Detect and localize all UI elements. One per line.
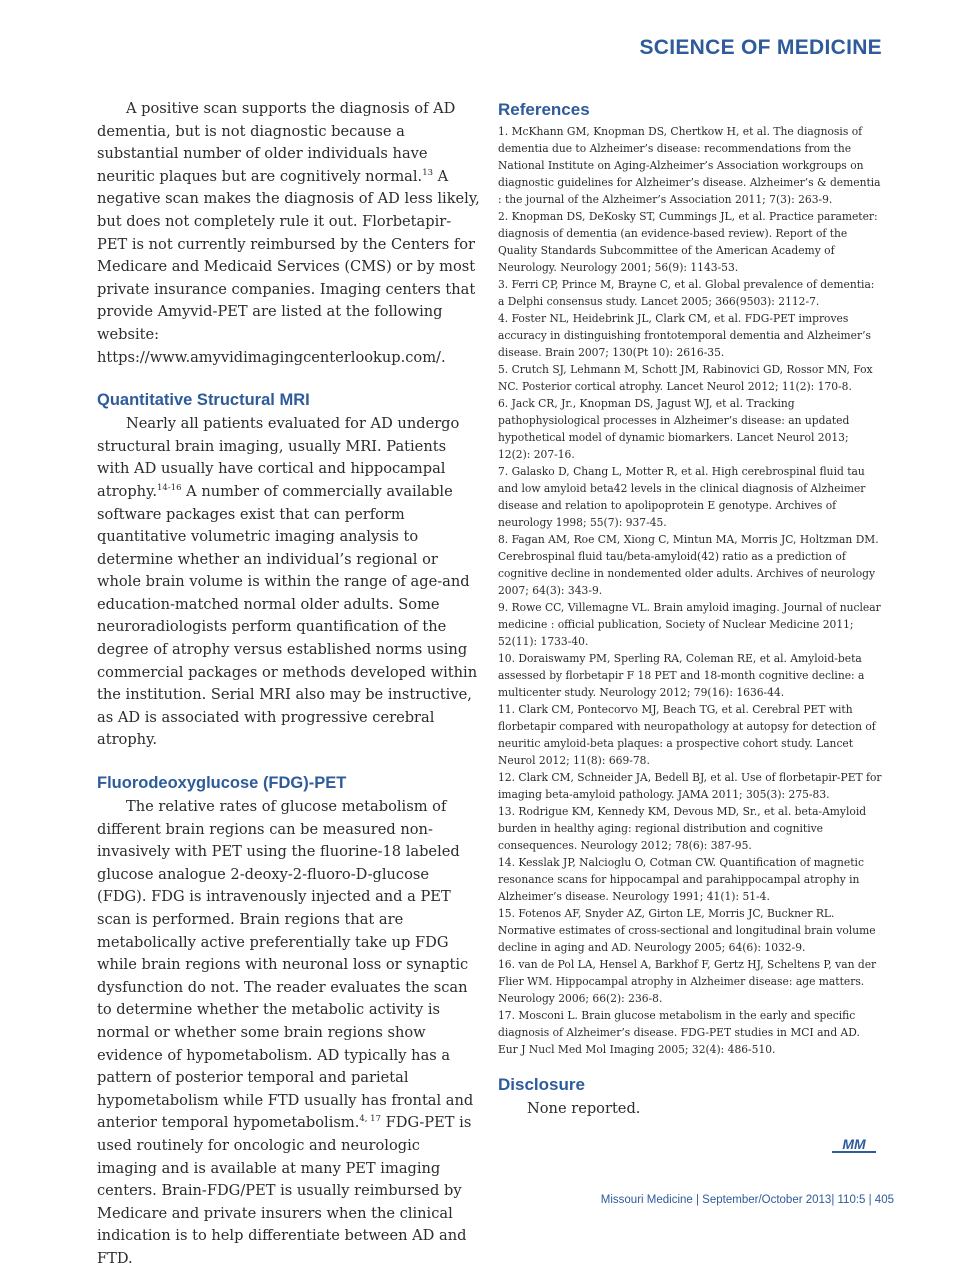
fdg-pet-paragraph: The relative rates of glucose metabolism of different brain regions can be measured non-invasively with PET using the fluorine-18 labeled glucose analogue 2-deoxy-2-fluoro-D-glucose (FDG). FDG is intravenously injected and a PET scan is performed. Brain regions that are metabolically active preferentially take up FDG while brain regions with neuronal loss or synaptic dysfunction do not. The reader evaluates the scan to determine whether the metabolic activity is normal or whether some brain regions show evidence of hypometabolism. AD typically has a pattern of posterior temporal and parietal hypometabolism while FTD usually has frontal and anterior temporal hypometabolism.$^{4, 17}$ FDG-PET is used routinely for oncologic and neurologic imaging and is available at many PET imaging centers. Brain-FDG/PET is usually reimbursed by Medicare and private insurers when the clinical indication is to help differentiate between AD and FTD. bbox=[97, 798, 474, 1267]
reference-item: 3. Ferri CP, Prince M, Brayne C, et al. Global prevalence of dementia: a Delphi consensus study. Lancet 2005; 366(9503): 2112-7. bbox=[498, 278, 875, 308]
reference-item: 14. Kesslak JP, Nalcioglu O, Cotman CW. Quantification of magnetic resonance scans for hippocampal and parahippocampal atrophy in Alzheimer’s disease. Neurology 1991; 41(1): 51-4. bbox=[498, 856, 864, 903]
section-heading-mri: Quantitative Structural MRI bbox=[97, 391, 310, 410]
reference-item: 9. Rowe CC, Villemagne VL. Brain amyloid imaging. Journal of nuclear medicine : official publication, Society of Nuclear Medicine 2011; 52(11): 1733-40. bbox=[498, 601, 881, 648]
reference-item: 6. Jack CR, Jr., Knopman DS, Jagust WJ, et al. Tracking pathophysiological processes in Alzheimer’s disease: an updated hypothetical model of dynamic biomarkers. Lancet Neurol 2013; 12(2): 207-16. bbox=[498, 397, 850, 461]
reference-item: 15. Fotenos AF, Snyder AZ, Girton LE, Morris JC, Buckner RL. Normative estimates of cross-sectional and longitudinal brain volume decline in aging and AD. Neurology 2005; 64(6): 1032-9. bbox=[498, 907, 876, 954]
reference-item: 10. Doraiswamy PM, Sperling RA, Coleman RE, et al. Amyloid-beta assessed by florbetapir F 18 PET and 18-month cognitive decline: a multicenter study. Neurology 2012; 79(16): 1636-44. bbox=[498, 652, 865, 699]
section-header: SCIENCE OF MEDICINE bbox=[639, 36, 882, 59]
reference-item: 1. McKhann GM, Knopman DS, Chertkow H, et al. The diagnosis of dementia due to Alzheimer’s disease: recommendations from the National Institute on Aging-Alzheimer’s Association workgroups on diagnostic guidelines for Alzheimer’s disease. Alzheimer’s & dementia : the journal of the Alzheimer’s Association 2011; 7(3): 263-9. bbox=[498, 125, 881, 206]
reference-item: 12. Clark CM, Schneider JA, Bedell BJ, et al. Use of florbetapir-PET for imaging beta-amyloid pathology. JAMA 2011; 305(3): 275-83. bbox=[498, 771, 882, 801]
references-heading: References bbox=[498, 100, 590, 119]
citation: 14-16 bbox=[157, 482, 182, 493]
citation: 4, 17 bbox=[359, 1114, 381, 1125]
reference-item: 13. Rodrigue KM, Kennedy KM, Devous MD, Sr., et al. beta-Amyloid burden in healthy aging: regional distribution and cognitive consequences. Neurology 2012; 78(6): 387-95. bbox=[498, 805, 867, 852]
reference-item: 11. Clark CM, Pontecorvo MJ, Beach TG, et al. Cerebral PET with florbetapir compared with neuropathology at autopsy for detection of neuritic amyloid-beta plaques: a prospective cohort study. Lancet Neurol 2012; 11(8): 669-78. bbox=[498, 703, 876, 767]
reference-item: 8. Fagan AM, Roe CM, Xiong C, Mintun MA, Morris JC, Holtzman DM. Cerebrospinal fluid tau/beta-amyloid(42) ratio as a prediction of cognitive decline in nondemented older adults. Archives of neurology 2007; 64(3): 343-9. bbox=[498, 533, 879, 597]
reference-item: 2. Knopman DS, DeKosky ST, Cummings JL, et al. Practice parameter: diagnosis of dementia (an evidence-based review). Report of the Quality Standards Subcommittee of the American Academy of Neurology. Neurology 2001; 56(9): 1143-53. bbox=[498, 210, 878, 274]
disclosure-text: None reported. bbox=[527, 1100, 641, 1117]
reference-item: 7. Galasko D, Chang L, Motter R, et al. High cerebrospinal fluid tau and low amyloid beta42 levels in the clinical diagnosis of Alzheimer disease and relation to apolipoprotein E genotype. Archives of neurology 1998; 55(7): 937-45. bbox=[498, 465, 866, 529]
page-footer: Missouri Medicine | September/October 2013| 110:5 | 405 bbox=[600, 1194, 894, 1206]
reference-item: 4. Foster NL, Heidebrink JL, Clark CM, et al. FDG-PET improves accuracy in distinguishing frontotemporal dementia and Alzheimer’s disease. Brain 2007; 130(Pt 10): 2616-35. bbox=[498, 312, 871, 359]
left-column bbox=[97, 98, 481, 1271]
reference-list bbox=[498, 123, 882, 1058]
right-column bbox=[498, 99, 882, 1120]
reference-item: 16. van de Pol LA, Hensel A, Barkhof F, Gertz HJ, Scheltens P, van der Flier WM. Hippocampal atrophy in Alzheimer disease: age matters. Neurology 2006; 66(2): 236-8. bbox=[498, 958, 877, 1005]
section-heading-fdg-pet: Fluorodeoxyglucose (FDG)-PET bbox=[97, 774, 347, 793]
reference-item: 5. Crutch SJ, Lehmann M, Schott JM, Rabinovici GD, Rossor MN, Fox NC. Posterior cortical atrophy. Lancet Neurol 2012; 11(2): 170-8. bbox=[498, 363, 873, 393]
mri-paragraph: Nearly all patients evaluated for AD undergo structural brain imaging, usually MRI. Patients with AD usually have cortical and hippocampal atrophy.$^{14-16}$ A number of commercially available software packages exist that can perform quantitative volumetric imaging analysis to determine whether an individual’s regional or whole brain volume is within the range of age-and education-matched normal older adults. Some neuroradiologists perform quantification of the degree of atrophy versus established norms using commercial packages or methods developed within the institution. Serial MRI also may be instructive, as AD is associated with progressive cerebral atrophy. bbox=[97, 415, 478, 749]
disclosure-heading: Disclosure bbox=[498, 1075, 585, 1094]
missouri-medicine-logo: MM bbox=[832, 1137, 876, 1153]
citation: 13 bbox=[422, 167, 434, 178]
reference-item: 17. Mosconi L. Brain glucose metabolism in the early and specific diagnosis of Alzheimer’s disease. FDG-PET studies in MCI and AD. Eur J Nucl Med Mol Imaging 2005; 32(4): 486-510. bbox=[498, 1009, 860, 1056]
intro-paragraph: A positive scan supports the diagnosis of AD dementia, but is not diagnostic because a substantial number of older individuals have neuritic plaques but are cognitively normal.$^{13}$ A negative scan makes the diagnosis of AD less likely, but does not completely rule it out. Florbetapir-PET is not currently reimbursed by the Centers for Medicare and Medicaid Services (CMS) or by most private insurance companies. Imaging centers that provide Amyvid-PET are listed at the following website: https://www.amyvidimagingcenterlookup.com/. bbox=[97, 100, 480, 366]
